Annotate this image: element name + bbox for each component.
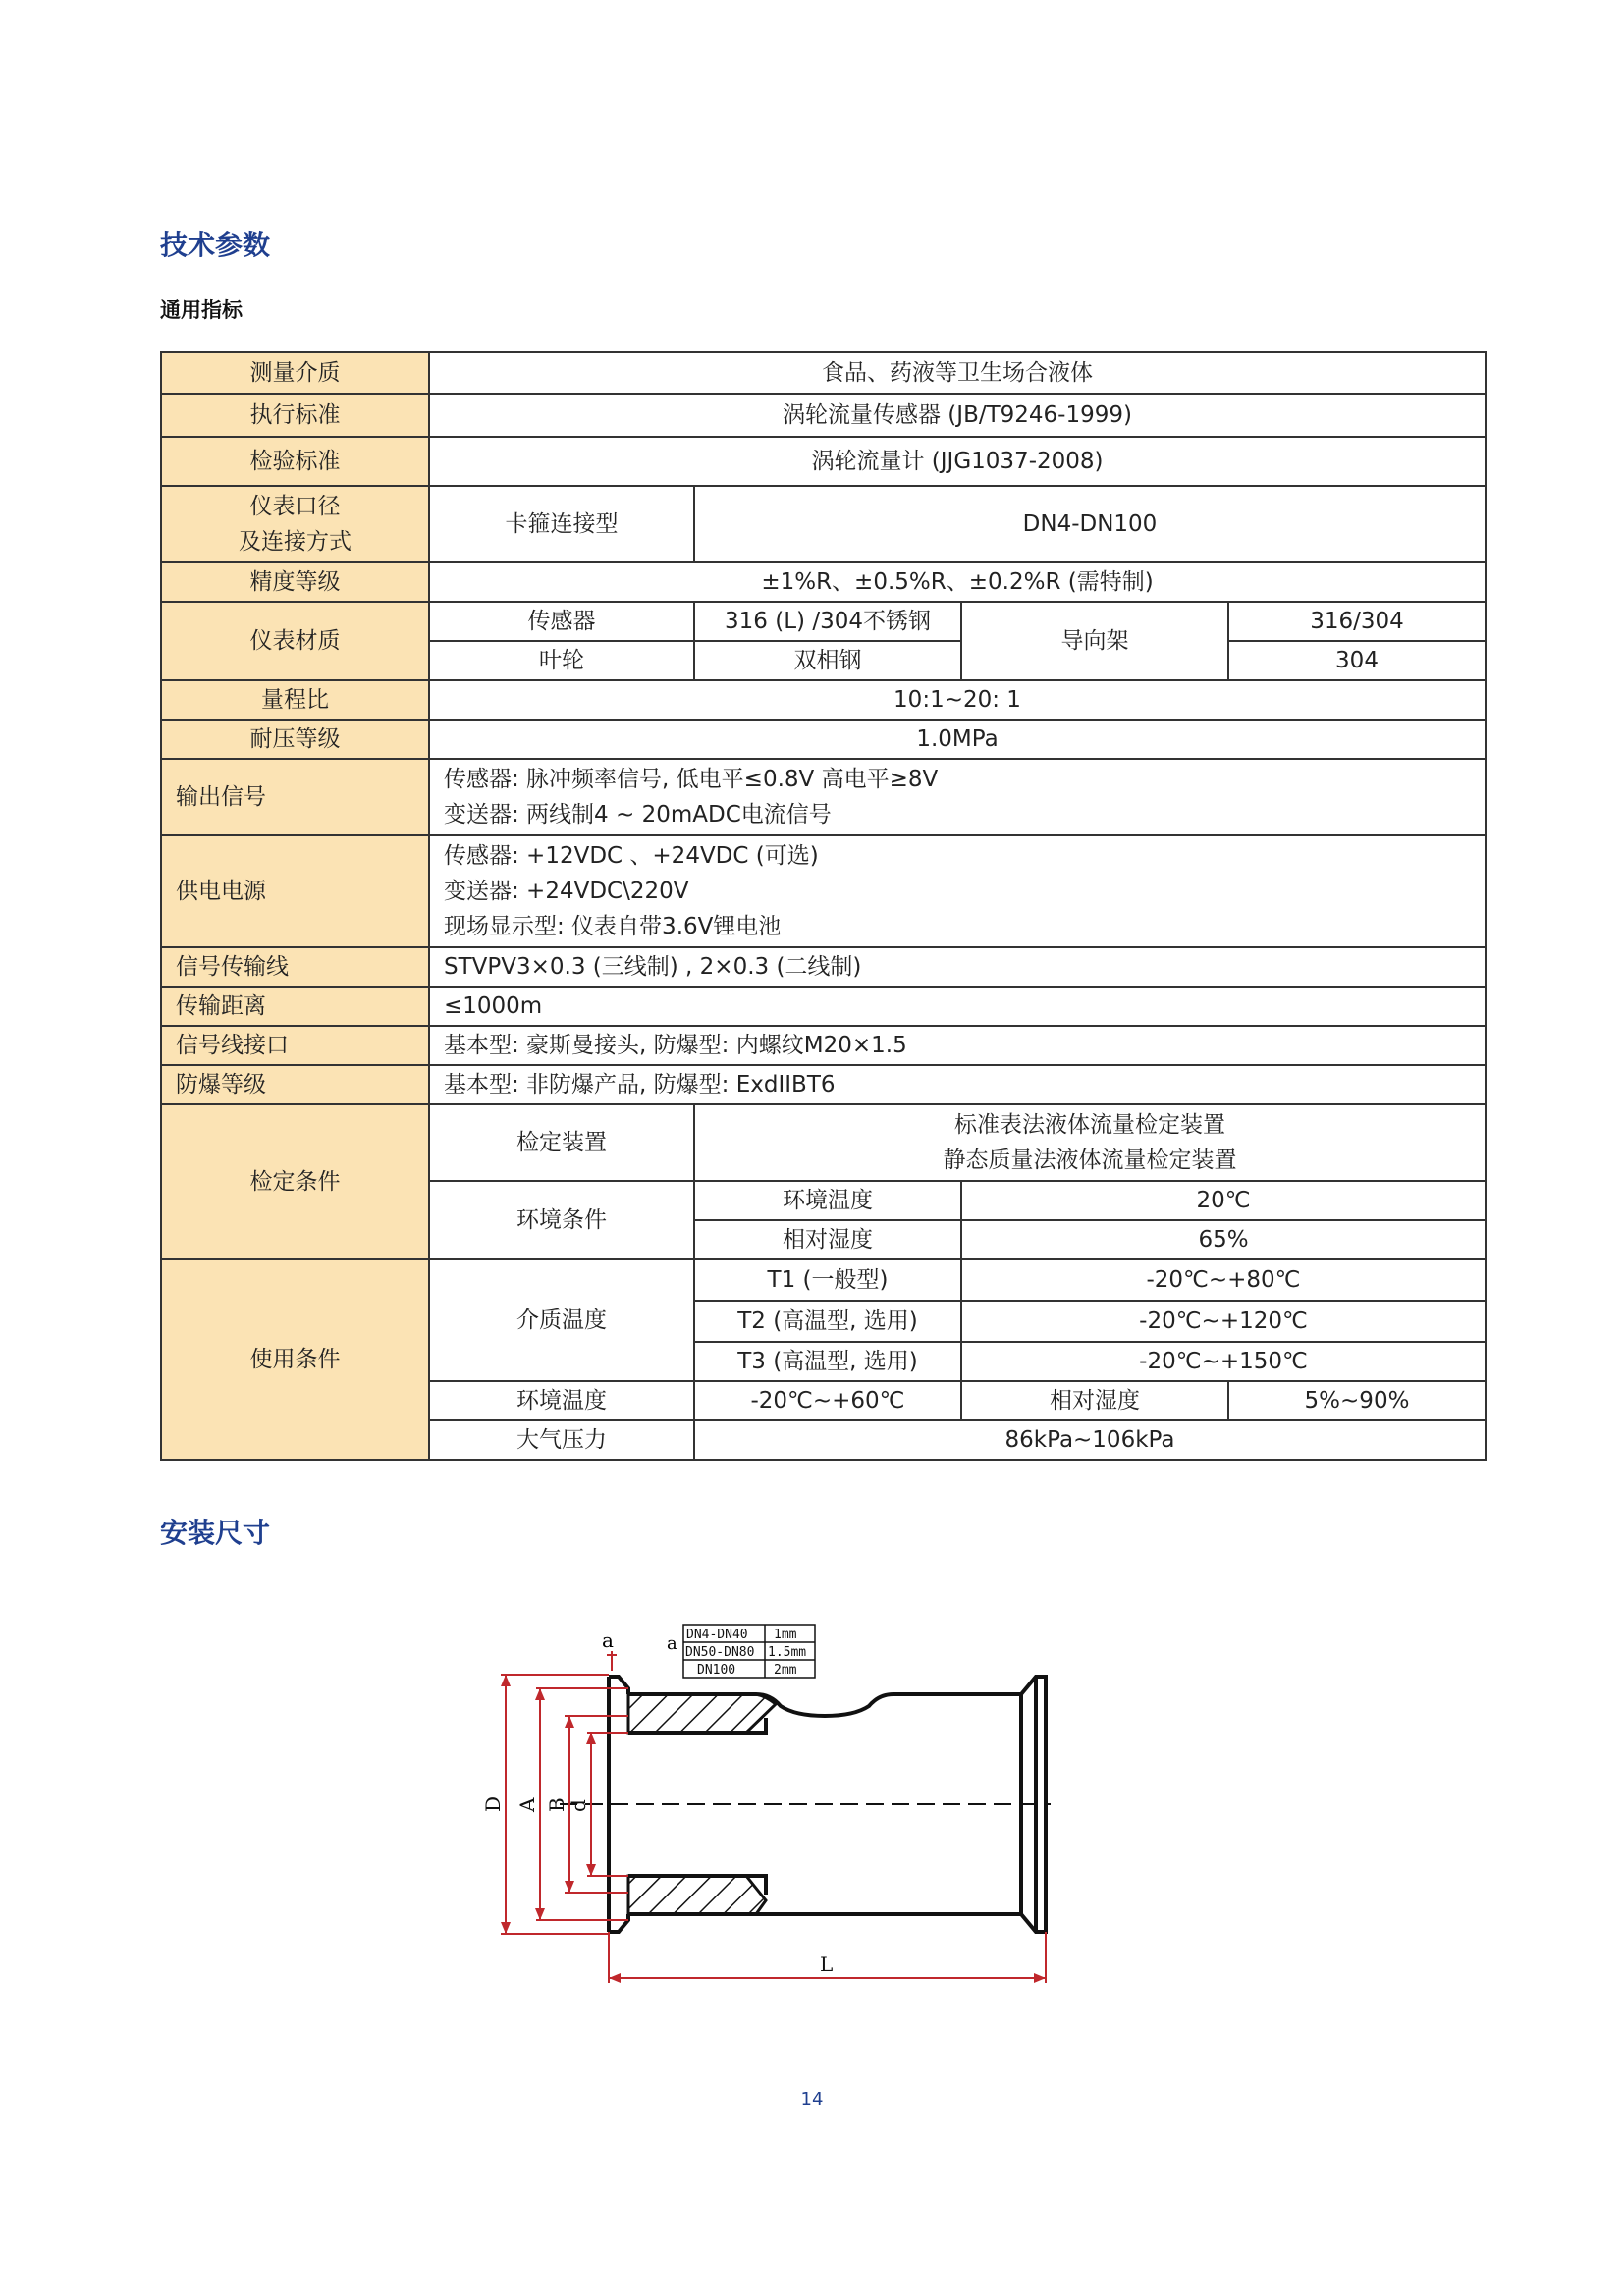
usage-t1-label: T1 (一般型) bbox=[694, 1259, 961, 1301]
usage-t2-value: -20℃~+120℃ bbox=[961, 1301, 1486, 1342]
medium-value: 食品、药液等卫生场合液体 bbox=[429, 352, 1486, 394]
range-ratio-value: 10:1~20: 1 bbox=[429, 680, 1486, 720]
dim-L-label: L bbox=[820, 1952, 834, 1976]
cable-label: 信号传输线 bbox=[161, 947, 429, 987]
a-table-value-3: 2mm bbox=[774, 1663, 797, 1678]
a-table-range-2: DN50-DN80 bbox=[685, 1645, 755, 1660]
calibration-label: 检定条件 bbox=[161, 1104, 429, 1259]
a-table-label: a bbox=[667, 1633, 677, 1654]
power-label: 供电电源 bbox=[161, 835, 429, 947]
material-guide-label: 导向架 bbox=[961, 602, 1228, 680]
a-table-value-2: 1.5mm bbox=[768, 1645, 807, 1660]
calibration-device-label: 检定装置 bbox=[429, 1104, 694, 1181]
material-guide-value1: 316/304 bbox=[1228, 602, 1486, 641]
usage-pressure-value: 86kPa~106kPa bbox=[694, 1420, 1486, 1460]
usage-t2-label: T2 (高温型, 选用) bbox=[694, 1301, 961, 1342]
medium-label: 测量介质 bbox=[161, 352, 429, 394]
material-guide-value2: 304 bbox=[1228, 641, 1486, 680]
usage-t3-value: -20℃~+150℃ bbox=[961, 1342, 1486, 1381]
usage-medium-temp-label: 介质温度 bbox=[429, 1259, 694, 1381]
usage-pressure-label: 大气压力 bbox=[429, 1420, 694, 1460]
usage-humidity-value: 5%~90% bbox=[1228, 1381, 1486, 1420]
usage-env-temp-value: -20℃~+60℃ bbox=[694, 1381, 961, 1420]
accuracy-value: ±1%R、±0.5%R、±0.2%R (需特制) bbox=[429, 562, 1486, 602]
cable-value: STVPV3×0.3 (三线制) , 2×0.3 (二线制) bbox=[429, 947, 1486, 987]
material-impeller-value: 双相钢 bbox=[694, 641, 961, 680]
caliber-label: 仪表口径 及连接方式 bbox=[161, 486, 429, 562]
calibration-temp-label: 环境温度 bbox=[694, 1181, 961, 1220]
section-title-install: 安装尺寸 bbox=[160, 1517, 271, 1549]
material-label: 仪表材质 bbox=[161, 602, 429, 680]
standard-label: 执行标准 bbox=[161, 394, 429, 437]
verification-value: 涡轮流量计 (JJG1037-2008) bbox=[429, 437, 1486, 486]
a-table-range-3: DN100 bbox=[697, 1663, 736, 1678]
power-value: 传感器: +12VDC 、+24VDC (可选) 变送器: +24VDC\220V 现场显示型: 仪表自带3.6V锂电池 bbox=[429, 835, 1486, 947]
caliber-type: 卡箍连接型 bbox=[429, 486, 694, 562]
output-value: 传感器: 脉冲频率信号, 低电平≤0.8V 高电平≥8V 变送器: 两线制4 ~ 20mADC电流信号 bbox=[429, 759, 1486, 835]
usage-env-temp-label: 环境温度 bbox=[429, 1381, 694, 1420]
dim-D-label: D bbox=[481, 1795, 505, 1812]
usage-humidity-label: 相对湿度 bbox=[961, 1381, 1228, 1420]
subsection-title-general: 通用指标 bbox=[160, 298, 243, 322]
explosion-value: 基本型: 非防爆产品, 防爆型: ExdIIBT6 bbox=[429, 1065, 1486, 1104]
explosion-label: 防爆等级 bbox=[161, 1065, 429, 1104]
accuracy-label: 精度等级 bbox=[161, 562, 429, 602]
a-label-top: a bbox=[602, 1629, 614, 1652]
usage-label: 使用条件 bbox=[161, 1259, 429, 1460]
calibration-humidity-label: 相对湿度 bbox=[694, 1220, 961, 1259]
dim-d-label: d bbox=[567, 1799, 590, 1812]
page-number: 14 bbox=[800, 2089, 824, 2109]
section-title-tech: 技术参数 bbox=[160, 229, 271, 261]
interface-value: 基本型: 豪斯曼接头, 防爆型: 内螺纹M20×1.5 bbox=[429, 1026, 1486, 1065]
dim-A-label: A bbox=[515, 1797, 539, 1812]
usage-t1-value: -20℃~+80℃ bbox=[961, 1259, 1486, 1301]
range-ratio-label: 量程比 bbox=[161, 680, 429, 720]
pressure-label: 耐压等级 bbox=[161, 720, 429, 759]
calibration-humidity-value: 65% bbox=[961, 1220, 1486, 1259]
distance-value: ≤1000m bbox=[429, 987, 1486, 1026]
material-impeller-label: 叶轮 bbox=[429, 641, 694, 680]
calibration-device-value: 标准表法液体流量检定装置 静态质量法液体流量检定装置 bbox=[694, 1104, 1486, 1181]
usage-t3-label: T3 (高温型, 选用) bbox=[694, 1342, 961, 1381]
spec-table bbox=[160, 351, 1487, 1461]
caliber-value: DN4-DN100 bbox=[694, 486, 1486, 562]
pressure-value: 1.0MPa bbox=[429, 720, 1486, 759]
material-sensor-label: 传感器 bbox=[429, 602, 694, 641]
distance-label: 传输距离 bbox=[161, 987, 429, 1026]
verification-label: 检验标准 bbox=[161, 437, 429, 486]
a-table-value-1: 1mm bbox=[774, 1628, 797, 1642]
dim-B-label: B bbox=[545, 1797, 568, 1812]
calibration-temp-value: 20℃ bbox=[961, 1181, 1486, 1220]
output-label: 输出信号 bbox=[161, 759, 429, 835]
calibration-env-label: 环境条件 bbox=[429, 1181, 694, 1259]
a-table-range-1: DN4-DN40 bbox=[686, 1628, 748, 1642]
standard-value: 涡轮流量传感器 (JB/T9246-1999) bbox=[429, 394, 1486, 437]
material-sensor-value: 316 (L) /304不锈钢 bbox=[694, 602, 961, 641]
install-dimension-drawing bbox=[471, 1590, 1080, 1993]
interface-label: 信号线接口 bbox=[161, 1026, 429, 1065]
